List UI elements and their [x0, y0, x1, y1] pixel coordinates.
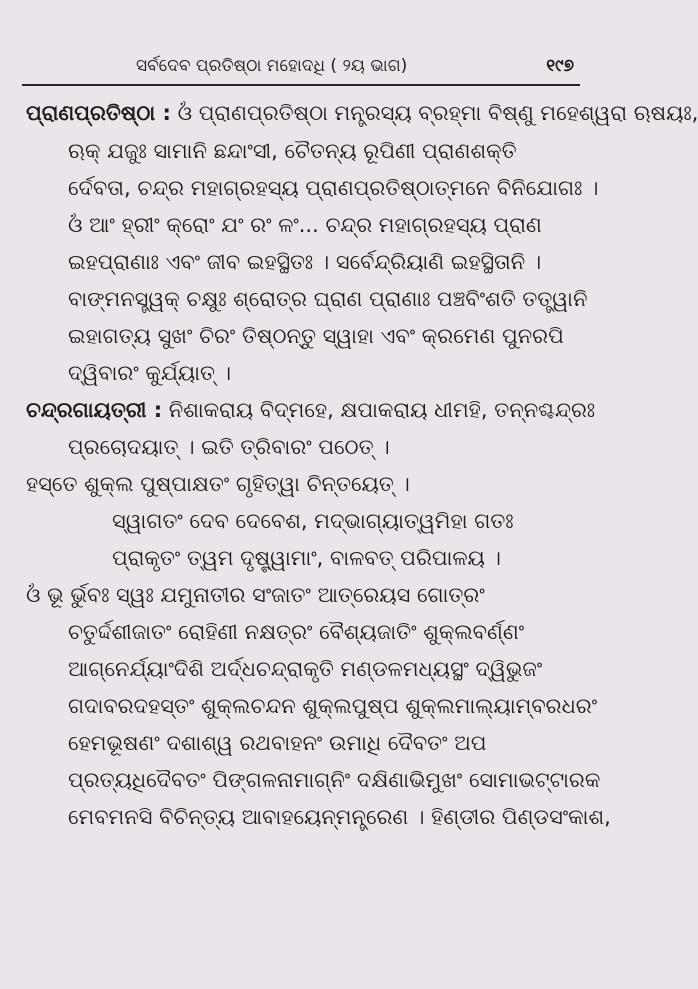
line-text: ଇହାଗତ୍ୟ ସୁଖଂ ଚିରଂ ତିଷ୍ଠନ୍ତୁ ସ୍ୱାହା ଏବଂ କ୍ରମେଣ ପୁନରପି: [68, 324, 564, 348]
text-line: [68, 321, 564, 351]
line-text: ପ୍ରଚୋଦୟାତ୍ । ଇତି ତ୍ରିବାରଂ ପଠେତ୍ ।: [68, 435, 390, 459]
line-text: ଓଁ ଆଂ ହ୍ରୀଂ କ୍ରୋଂ ଯଂ ରଂ ଳଂ... ଚନ୍ଦ୍ର ମହାଗ୍ରହସ୍ୟ ପ୍ରାଣ: [68, 213, 542, 237]
page-header: [24, 50, 580, 82]
text-line: [68, 802, 611, 832]
text-line: [26, 395, 595, 425]
text-line: [26, 98, 698, 128]
line-text: ପ୍ରତ୍ୟଧିଦୈବତଂ ପିଙ୍ଗଳନାମାଗ୍ନିଂ ଦକ୍ଷିଣାଭିମୁଖଂ ସୋମାଭଟ୍ଟାରକ: [68, 768, 601, 792]
section-label: ଚନ୍ଦ୍ରଗାୟତ୍ରୀ :: [26, 398, 163, 422]
text-line: [26, 580, 485, 610]
header-rule: [22, 84, 580, 86]
line-text: ର୍ଦେବତା, ଚନ୍ଦ୍ର ମହାଗ୍ରହସ୍ୟ ପ୍ରାଣପ୍ରତିଷ୍ଠାତ୍ମନେ ବିନିଯୋଗଃ ।: [68, 176, 599, 200]
text-line: [68, 173, 598, 203]
line-text: ଚତୁର୍ଦ୍ଦଶୀଜାତଂ ରୋହିଣୀ ନକ୍ଷତ୍ରଂ ବୈଶ୍ୟଜାତିଂ ଶୁକ୍ଲବର୍ଣ୍ଣଂ: [68, 620, 525, 644]
text-line: [68, 210, 542, 240]
text-line: [68, 358, 231, 388]
line-text: ପ୍ରାକୃତଂ ତ୍ୱମ ଦୃଷ୍ଟ୍ୱାମାଂ, ବାଳବତ୍ ପରିପାଳୟ ।: [112, 546, 501, 570]
running-title: ସର୍ବଦେବ ପ୍ରତିଷ୍ଠା ମହୋଦଧି ( ୨ୟ ଭାଗ): [136, 56, 408, 76]
line-text: ଓଁ ପ୍ରାଣପ୍ରତିଷ୍ଠା ମନ୍ତ୍ରସ୍ୟ ବ୍ରହ୍ମା ବିଷ୍ଣୁ ମହେଶ୍ୱରା ଋଷୟଃ,: [170, 101, 698, 125]
page-number: ୧୯୭: [546, 56, 574, 76]
line-text: ଓଁ ଭୂ ର୍ଭୁବଃ ସ୍ୱଃ ଯମୁନାତୀର ସଂଜାତଂ ଆତ୍ରେୟସ ଗୋତ୍ରଂ: [26, 583, 485, 607]
line-text: ହେମଭୂଷଣଂ ଦଶାଶ୍ୱ ରଥବାହନଂ ଉମାଧି ଦୈବତଂ ଅପ: [68, 731, 487, 755]
text-line: [68, 136, 517, 166]
text-line: [26, 469, 410, 499]
text-line: [112, 543, 501, 573]
line-text: ବାଙ୍ମନସ୍ତ୍ୱକ୍ ଚକ୍ଷୁଃ ଶ୍ରୋତ୍ର ଘ୍ରାଣ ପ୍ରାଣାଃ ପଞ୍ଚବିଂଶତି ତତ୍ତ୍ୱାନି: [68, 287, 588, 311]
text-line: [68, 654, 542, 684]
line-text: ମେବମନସି ବିଚିନ୍ତ୍ୟ ଆବାହୟେନ୍ମନ୍ତ୍ରେଣ । ହିଣ୍ଡୀର ପିଣ୍ଡସଂକାଶ,: [68, 805, 611, 829]
text-line: [68, 765, 600, 795]
text-line: [68, 691, 597, 721]
line-text: ହସ୍ତେ ଶୁକ୍ଲ ପୁଷ୍ପାକ୍ଷତଂ ଗୃହିତ୍ୱା ଚିନ୍ତୟେତ୍ ।: [26, 472, 410, 496]
text-line: [68, 728, 486, 758]
text-line: [68, 432, 390, 462]
line-text: ନିଶାକରାୟ ବିଦ୍ମହେ, କ୍ଷପାକରାୟ ଧୀମହି, ତନ୍ନଶ୍ଚନ୍ଦ୍ରଃ: [162, 398, 596, 422]
text-line: [68, 284, 587, 314]
line-text: ଦ୍ୱିବାରଂ କୁର୍ଯ୍ୟାତ୍ ।: [68, 361, 232, 385]
text-line: [68, 617, 524, 647]
line-text: ଇହପ୍ରାଣାଃ ଏବଂ ଜୀବ ଇହସ୍ଥିତଃ । ସର୍ବେନ୍ଦ୍ରିୟାଣି ଇହସ୍ଥିତାନି ।: [68, 250, 542, 274]
line-text: ଆଗ୍ନେର୍ଯ୍ୟାଂଦିଶି ଅର୍ଦ୍ଧଚନ୍ଦ୍ରାକୃତି ମଣ୍ଡଳମଧ୍ୟସ୍ଥଂ ଦ୍ୱିଭୁଜଂ: [68, 657, 543, 681]
text-line: [112, 506, 513, 536]
line-text: ଗଦାବରଦହସ୍ତଂ ଶୁକ୍ଲଚନ୍ଦନ ଶୁକ୍ଲପୁଷ୍ପ ଶୁକ୍ଲମାଲ୍ୟାମ୍ବରଧରଂ: [68, 694, 598, 718]
line-text: ସ୍ୱାଗତଂ ଦେବ ଦେବେଶ, ମଦ୍ଭାଗ୍ୟାତ୍ୱମିହା ଗତଃ: [112, 509, 514, 533]
section-label: ପ୍ରାଣପ୍ରତିଷ୍ଠା :: [26, 101, 171, 125]
line-text: ଋକ୍ ଯଜୁଃ ସାମାନି ଛନ୍ଦାଂସୀ, ଚୈତନ୍ୟ ରୂପିଣୀ ପ୍ରାଣଶକ୍ତି: [68, 139, 517, 163]
text-line: [68, 247, 541, 277]
